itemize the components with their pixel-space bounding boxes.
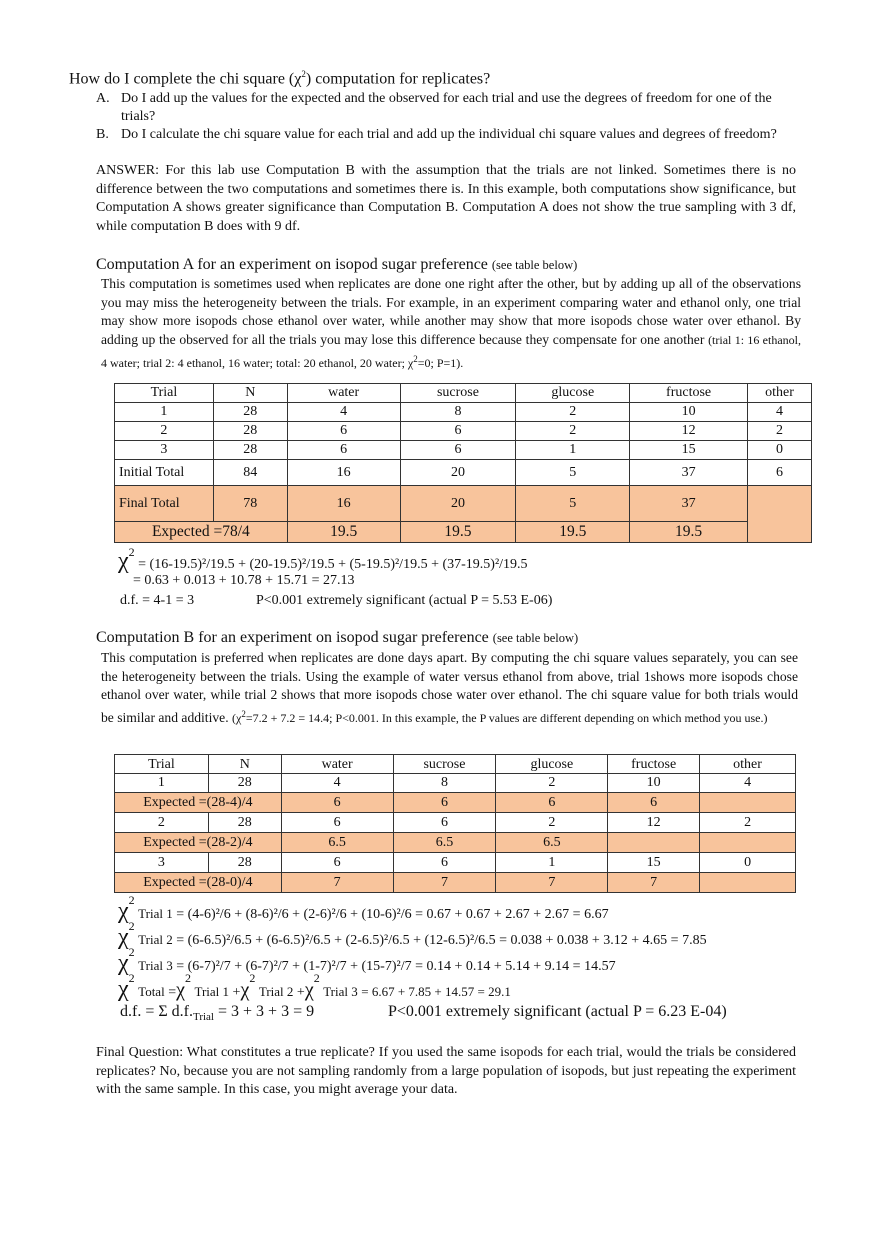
df-prefix: d.f. = Σ d.f. bbox=[120, 1003, 193, 1020]
table-cell: 19.5 bbox=[287, 522, 400, 543]
chi-symbol: χ bbox=[240, 979, 250, 1001]
compA-initial-total-row bbox=[115, 460, 812, 486]
table-cell: 15 bbox=[608, 853, 700, 873]
table-cell: 6 bbox=[393, 813, 496, 833]
table-cell: 6 bbox=[496, 793, 608, 813]
table-cell: 2 bbox=[516, 403, 630, 422]
options-list bbox=[96, 90, 796, 144]
table-cell: 6 bbox=[287, 422, 400, 441]
table-cell: 6 bbox=[400, 441, 516, 460]
table-cell: 6 bbox=[748, 460, 812, 486]
table-cell: 28 bbox=[208, 774, 281, 793]
compB-row-expected-1 bbox=[115, 793, 796, 813]
compA-para-main: This computation is sometimes used when replicates are done one right after the other, but by adding up all of the observations you may miss the heterogeneity between the trials. For example, in an experiment comparing water and ethanol only, one trial may show more isopods chose ethanol over water, while another may show that more isopods chose water over ethanol. By adding up the observed for all the trials you may lose this difference because they compensate for one another bbox=[101, 276, 801, 348]
table-cell: 5 bbox=[516, 460, 630, 486]
compA-header-cell: N bbox=[213, 384, 287, 403]
table-cell: 20 bbox=[400, 460, 516, 486]
table-cell: 10 bbox=[630, 403, 748, 422]
option-b bbox=[96, 126, 796, 144]
table-cell: 1 bbox=[516, 441, 630, 460]
compA-expected-row bbox=[115, 522, 812, 543]
compA-row-3 bbox=[115, 441, 812, 460]
chi-sup: 2 bbox=[249, 971, 256, 986]
chi-symbol: χ bbox=[118, 976, 129, 1002]
compA-final-total-row bbox=[115, 486, 812, 522]
table-cell: 6 bbox=[281, 813, 393, 833]
total-eq: = bbox=[168, 985, 177, 1000]
option-a-text: Do I add up the values for the expected and the observed for each trial and use the degrees of freedom for one of the trials? bbox=[121, 91, 772, 124]
table-cell: 84 bbox=[213, 460, 287, 486]
chi-sup: 2 bbox=[313, 971, 320, 986]
compA-formula-line1 bbox=[118, 545, 528, 575]
table-cell: 28 bbox=[208, 853, 281, 873]
table-cell: 6 bbox=[281, 793, 393, 813]
chi-symbol: χ bbox=[118, 924, 129, 950]
chi-symbol: χ bbox=[304, 979, 314, 1001]
compA-header-cell: other bbox=[748, 384, 812, 403]
compA-heading-text: Computation A for an experiment on isopod sugar preference bbox=[96, 256, 488, 273]
title-prefix: How do I complete the chi square ( bbox=[69, 70, 295, 88]
compB-row-trial-2 bbox=[115, 813, 796, 833]
compB-header-cell: other bbox=[700, 755, 796, 774]
table-cell: 2 bbox=[496, 813, 608, 833]
total-trial3: Trial 3 bbox=[323, 984, 358, 999]
table-cell: 12 bbox=[608, 813, 700, 833]
table-cell: 19.5 bbox=[630, 522, 748, 543]
trial-formula: = (4-6)²/6 + (8-6)²/6 + (2-6)²/6 + (10-6)²/6 = 0.67 + 0.67 + 2.67 + 2.67 = 6.67 bbox=[176, 907, 609, 922]
answer-paragraph: ANSWER: For this lab use Computation B with the assumption that the trials are not linked. Sometimes there is no difference between the two computations and sometimes there is. In this example, both computations show significance, but Computation A shows greater significance than Computation B. Computation A does not show the true sampling with 3 df, while computation B does with 9 df. bbox=[96, 163, 796, 234]
compB-trial1-line bbox=[118, 893, 609, 925]
table-cell: 6 bbox=[287, 441, 400, 460]
table-cell: 3 bbox=[115, 441, 214, 460]
df-suffix: = 3 + 3 + 3 = 9 bbox=[214, 1003, 315, 1020]
compA-formula-line2: = 0.63 + 0.013 + 10.78 + 15.71 = 27.13 bbox=[133, 573, 355, 588]
compA-df: d.f. = 4-1 = 3 bbox=[120, 593, 195, 608]
table-cell: 1 bbox=[496, 853, 608, 873]
compB-header-cell: N bbox=[208, 755, 281, 774]
table-cell: 15 bbox=[630, 441, 748, 460]
total-trial1: Trial 1 bbox=[194, 984, 230, 999]
total-trial2: Trial 2 bbox=[258, 984, 294, 999]
table-cell: 28 bbox=[213, 403, 287, 422]
compA-row-1 bbox=[115, 403, 812, 422]
table-cell: 28 bbox=[213, 422, 287, 441]
chi-symbol: χ bbox=[118, 898, 129, 924]
trial-sub: Trial 1 bbox=[138, 906, 173, 921]
trial-formula: = (6-6.5)²/6.5 + (6-6.5)²/6.5 + (2-6.5)²/6.5 + (12-6.5)²/6.5 = 0.038 + 0.038 + 3.12 + 4.65 = 7.85 bbox=[176, 933, 707, 948]
compB-row-expected-3 bbox=[115, 873, 796, 893]
table-cell: 37 bbox=[630, 460, 748, 486]
table-cell: 7 bbox=[608, 873, 700, 893]
compA-heading-note: (see table below) bbox=[491, 258, 578, 272]
trial-formula: = (6-7)²/7 + (6-7)²/7 + (1-7)²/7 + (15-7)²/7 = 0.14 + 0.14 + 5.14 + 9.14 = 14.57 bbox=[176, 959, 616, 974]
final-question: Final Question: What constitutes a true replicate? If you used the same isopods for each trial, would the trials be considered replicates? No, because you are not sampling randomly from a large population of isopods, but just repeating the experiment with the same sample. In this case, you might average your data. bbox=[96, 1045, 796, 1097]
table-cell: 6 bbox=[393, 853, 496, 873]
title-chi: χ bbox=[294, 70, 302, 88]
table-cell: 16 bbox=[287, 460, 400, 486]
compB-row-trial-3 bbox=[115, 853, 796, 873]
compB-para-main: This computation is preferred when replicates are done days apart. By computing the chi square values separately, you can see the heterogeneity between the trials. Using the example of water versus ethanol from above, trial 1shows more isopods chose ethanol over water, while trial 2 shows that more isopods chose water over ethanol. The chi square value for both trials would be similar and additive. bbox=[101, 650, 798, 726]
compB-trial3-line bbox=[118, 945, 616, 977]
table-cell: 19.5 bbox=[400, 522, 516, 543]
compB-para-note-b: =7.2 + 7.2 = 14.4; P<0.001. In this example, the P values are different depending on which method you use.) bbox=[245, 711, 768, 726]
table-cell: 4 bbox=[281, 774, 393, 793]
chi-sup: 2 bbox=[184, 971, 191, 986]
compB-row-expected-2 bbox=[115, 833, 796, 853]
table-cell: 1 bbox=[115, 774, 209, 793]
compB-df bbox=[120, 1003, 314, 1023]
table-cell: Initial Total bbox=[115, 460, 214, 486]
compB-header-cell: water bbox=[281, 755, 393, 774]
expected-label: Expected =(28-2)/4 bbox=[115, 833, 282, 853]
table-cell: 78 bbox=[213, 486, 287, 522]
table-cell: 28 bbox=[208, 813, 281, 833]
chi-symbol: χ bbox=[118, 548, 129, 574]
compA-para-note-a: (trial 1: 16 ethanol, 4 water; trial 2: 4 ethanol, 16 water; total: 20 ethanol, 20 water; χ bbox=[101, 333, 801, 370]
compB-para-note-a: (χ bbox=[232, 711, 242, 726]
table-cell: Final Total bbox=[115, 486, 214, 522]
table-cell bbox=[700, 873, 796, 893]
table-cell: 6 bbox=[281, 853, 393, 873]
compB-header-cell: glucose bbox=[496, 755, 608, 774]
compB-heading bbox=[96, 629, 578, 647]
table-cell bbox=[700, 793, 796, 813]
compA-header-cell: glucose bbox=[516, 384, 630, 403]
title-sup: 2 bbox=[301, 69, 306, 79]
table-cell: 2 bbox=[516, 422, 630, 441]
table-cell-empty bbox=[748, 486, 812, 543]
compB-header-cell: fructose bbox=[608, 755, 700, 774]
table-cell: 4 bbox=[700, 774, 796, 793]
table-cell: 6 bbox=[608, 793, 700, 813]
compA-para-note-b: =0; P=1). bbox=[417, 355, 464, 370]
chi-symbol: χ bbox=[118, 950, 129, 976]
table-cell: 20 bbox=[400, 486, 516, 522]
chi-sup: 2 bbox=[128, 893, 135, 908]
table-cell: 2 bbox=[115, 422, 214, 441]
option-b-letter: B. bbox=[96, 127, 109, 142]
compA-significance: P<0.001 extremely significant (actual P = 5.53 E-06) bbox=[256, 593, 553, 608]
compB-para-note-sup: 2 bbox=[241, 709, 246, 720]
table-cell: 6 bbox=[400, 422, 516, 441]
compA-formula-1: = (16-19.5)²/19.5 + (20-19.5)²/19.5 + (5-19.5)²/19.5 + (37-19.5)²/19.5 bbox=[138, 557, 528, 572]
expected-label: Expected =(28-4)/4 bbox=[115, 793, 282, 813]
table-cell: 0 bbox=[748, 441, 812, 460]
table-cell: 1 bbox=[115, 403, 214, 422]
chi-sup: 2 bbox=[128, 545, 135, 560]
table-cell: 6.5 bbox=[393, 833, 496, 853]
chi-sup: 2 bbox=[128, 971, 135, 986]
table-cell: 8 bbox=[393, 774, 496, 793]
table-cell: 2 bbox=[115, 813, 209, 833]
compB-significance: P<0.001 extremely significant (actual P = 6.23 E-04) bbox=[388, 1003, 727, 1020]
chi-sup: 2 bbox=[128, 919, 135, 934]
compB-header-row bbox=[115, 755, 796, 774]
plus: + bbox=[296, 985, 305, 1000]
table-cell: 0 bbox=[700, 853, 796, 873]
compA-header-cell: Trial bbox=[115, 384, 214, 403]
table-cell: 8 bbox=[400, 403, 516, 422]
option-a-letter: A. bbox=[96, 91, 110, 106]
expected-label: Expected =78/4 bbox=[115, 522, 288, 543]
table-cell: 28 bbox=[213, 441, 287, 460]
table-cell: 4 bbox=[287, 403, 400, 422]
plus: + bbox=[232, 985, 241, 1000]
compB-table bbox=[114, 754, 796, 893]
compA-row-2 bbox=[115, 422, 812, 441]
compB-row-trial-1 bbox=[115, 774, 796, 793]
table-cell: 2 bbox=[700, 813, 796, 833]
table-cell bbox=[608, 833, 700, 853]
table-cell bbox=[700, 833, 796, 853]
question-title bbox=[69, 69, 490, 88]
chi-sup: 2 bbox=[128, 945, 135, 960]
table-cell: 6.5 bbox=[496, 833, 608, 853]
compB-header-cell: Trial bbox=[115, 755, 209, 774]
table-cell: 7 bbox=[496, 873, 608, 893]
table-cell: 6 bbox=[393, 793, 496, 813]
table-cell: 37 bbox=[630, 486, 748, 522]
table-cell: 19.5 bbox=[516, 522, 630, 543]
df-sub: Trial bbox=[193, 1011, 214, 1024]
table-cell: 7 bbox=[281, 873, 393, 893]
table-cell: 3 bbox=[115, 853, 209, 873]
option-a bbox=[96, 90, 796, 126]
compA-header-row bbox=[115, 384, 812, 403]
expected-label: Expected =(28-0)/4 bbox=[115, 873, 282, 893]
trial-sub: Trial 2 bbox=[138, 932, 173, 947]
compB-heading-note: (see table below) bbox=[492, 631, 579, 645]
compB-paragraph bbox=[101, 649, 798, 728]
compA-heading bbox=[96, 256, 577, 274]
compA-header-cell: fructose bbox=[630, 384, 748, 403]
compB-header-cell: sucrose bbox=[393, 755, 496, 774]
compA-header-cell: water bbox=[287, 384, 400, 403]
compB-heading-text: Computation B for an experiment on isopod sugar preference bbox=[96, 629, 489, 646]
table-cell: 10 bbox=[608, 774, 700, 793]
table-cell: 7 bbox=[393, 873, 496, 893]
table-cell: 2 bbox=[748, 422, 812, 441]
option-b-text: Do I calculate the chi square value for each trial and add up the individual chi square values and degrees of freedom? bbox=[121, 127, 777, 142]
title-suffix: ) computation for replicates? bbox=[305, 70, 491, 88]
compA-table bbox=[114, 383, 812, 543]
table-cell: 12 bbox=[630, 422, 748, 441]
total-rhs: = 6.67 + 7.85 + 14.57 = 29.1 bbox=[361, 984, 511, 999]
table-cell: 2 bbox=[496, 774, 608, 793]
trial-sub: Trial 3 bbox=[138, 958, 173, 973]
table-cell: 4 bbox=[748, 403, 812, 422]
table-cell: 16 bbox=[287, 486, 400, 522]
total-sub: Total bbox=[138, 984, 165, 999]
chi-symbol: χ bbox=[176, 979, 185, 1001]
table-cell: 5 bbox=[516, 486, 630, 522]
compB-trial2-line bbox=[118, 919, 707, 951]
compA-paragraph bbox=[101, 275, 801, 373]
compB-total-line bbox=[118, 971, 511, 1003]
compA-header-cell: sucrose bbox=[400, 384, 516, 403]
compA-para-note-sup: 2 bbox=[413, 353, 418, 364]
table-cell: 6.5 bbox=[281, 833, 393, 853]
